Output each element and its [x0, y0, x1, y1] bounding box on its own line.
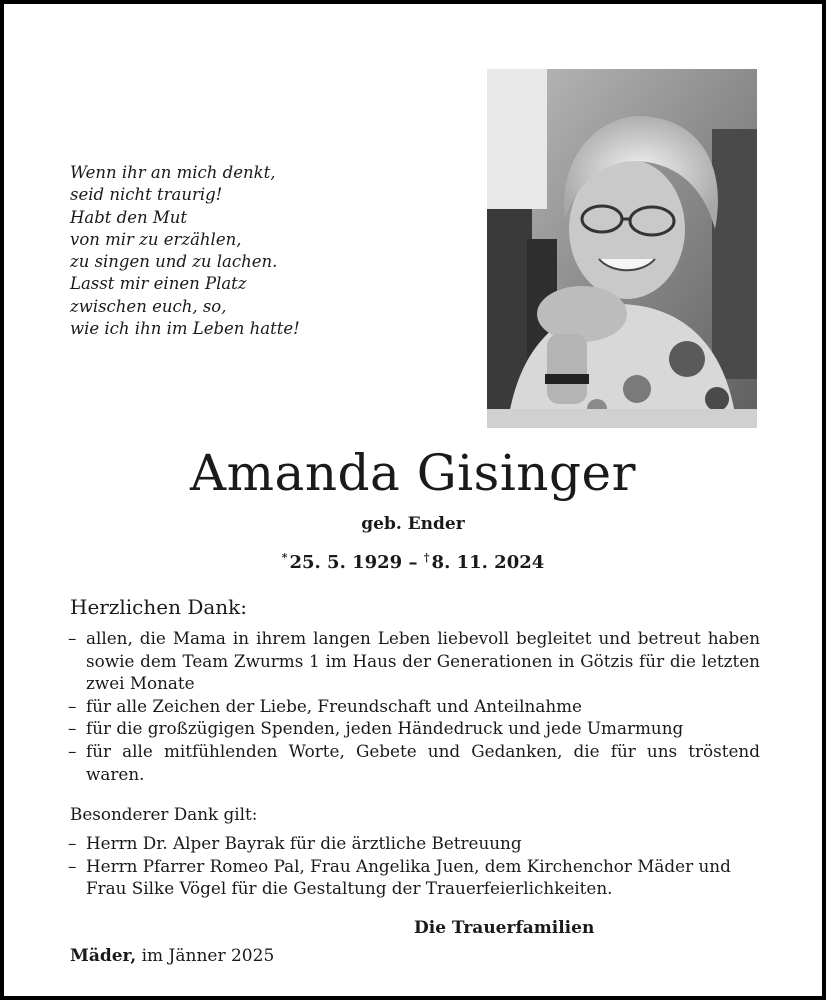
maiden-name: geb. Ender: [361, 514, 465, 534]
thanks-list: [68, 627, 760, 785]
list-dash: –: [68, 628, 77, 648]
poem-line: von mir zu erzählen,: [70, 229, 242, 249]
poem-line: zu singen und zu lachen.: [70, 252, 278, 272]
list-item-text: für alle mitfühlenden Worte, Gebete und Gedanken, die für uns tröstend waren.: [86, 740, 760, 784]
list-dash: –: [68, 833, 77, 853]
place-town: Mäder,: [70, 946, 137, 966]
list-item-text: für die großzügigen Spenden, jeden Händedruck und jede Umarmung: [86, 718, 684, 739]
poem-line: wie ich ihn im Leben hatte!: [70, 319, 300, 339]
death-date: 8. 11. 2024: [431, 552, 545, 573]
poem-line: Habt den Mut: [70, 207, 188, 227]
list-item-text: für alle Zeichen der Liebe, Freundschaft und Anteilnahme: [86, 695, 582, 716]
special-thanks-list: [68, 832, 760, 900]
list-item: [68, 855, 760, 900]
poem-line: zwischen euch, so,: [70, 296, 227, 316]
list-dash: –: [68, 718, 77, 739]
list-dash: –: [68, 695, 77, 716]
special-thanks-heading: Besonderer Dank gilt:: [70, 804, 258, 824]
portrait-image: [487, 69, 757, 428]
poem: [70, 162, 430, 340]
signature: Die Trauerfamilien: [414, 918, 595, 938]
life-dates: [4, 551, 822, 573]
list-item-text: Herrn Pfarrer Romeo Pal, Frau Angelika Juen, dem Kirchenchor Mäder und Frau Silke Vögel für die Gestaltung der Trauerfeierlichkeiten.: [86, 855, 731, 899]
list-item: [68, 627, 760, 695]
list-item: [68, 695, 760, 718]
date-separator: –: [408, 552, 418, 573]
list-item: [68, 717, 760, 740]
poem-line: Lasst mir einen Platz: [70, 274, 247, 294]
deceased-name: Amanda Gisinger: [189, 444, 637, 502]
place-and-date: [70, 946, 274, 966]
thanks-heading: Herzlichen Dank:: [70, 595, 248, 619]
death-symbol: †: [423, 551, 430, 564]
list-dash: –: [68, 855, 77, 876]
birth-date: 25. 5. 1929: [289, 552, 403, 573]
list-dash: –: [68, 740, 77, 761]
list-item-text: allen, die Mama in ihrem langen Leben liebevoll begleitet und betreut haben sowie dem Team Zwurms 1 im Haus der Generationen in Götzis für die letzten zwei Monate: [86, 628, 760, 694]
poem-line: seid nicht traurig!: [70, 185, 223, 205]
obituary-page: [4, 4, 822, 996]
portrait-photo: [487, 69, 757, 428]
birth-symbol: *: [281, 551, 288, 564]
place-date: im Jänner 2025: [141, 946, 275, 966]
list-item-text: Herrn Dr. Alper Bayrak für die ärztliche Betreuung: [86, 833, 522, 853]
list-item: [68, 832, 760, 855]
poem-line: Wenn ihr an mich denkt,: [70, 163, 276, 182]
list-item: [68, 740, 760, 785]
